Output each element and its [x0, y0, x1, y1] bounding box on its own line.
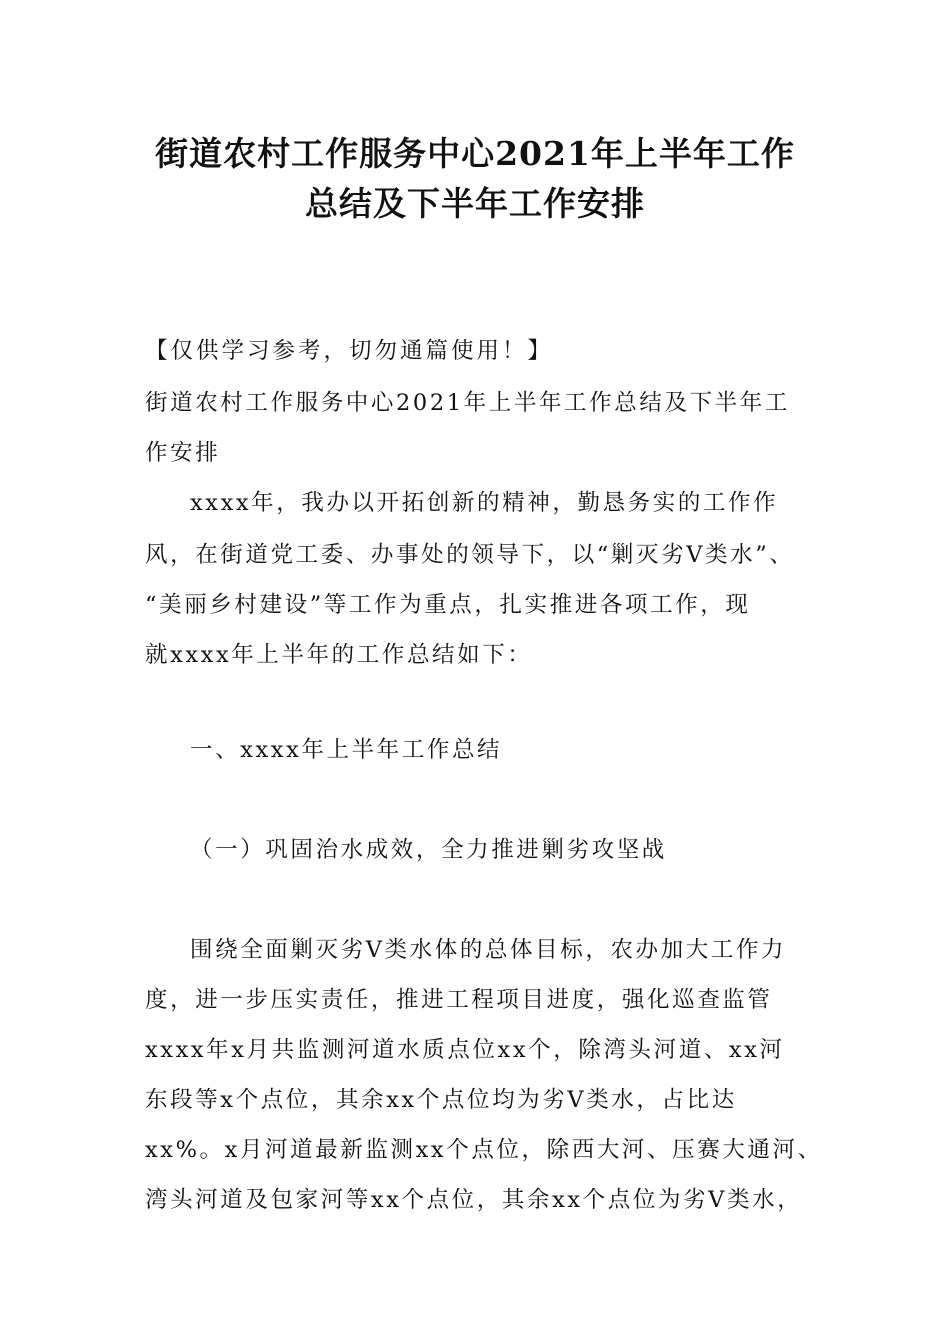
- body-paragraph-line: 东段等x个点位，其余xx个点位均为劣Ⅴ类水，占比达: [145, 1087, 737, 1113]
- body-paragraph-line: 湾头河道及包家河等xx个点位，其余xx个点位为劣Ⅴ类水，: [145, 1187, 803, 1213]
- document-title-line-1: 街道农村工作服务中心2021年上半年工作: [155, 134, 795, 173]
- subtitle-line-2: 作安排: [145, 440, 221, 466]
- subtitle-line-1: 街道农村工作服务中心2021年上半年工作总结及下半年工: [145, 390, 790, 416]
- body-paragraph-line: xxxx年x月共监测河道水质点位xx个，除湾头河道、xx河: [145, 1037, 785, 1063]
- body-paragraph-line: 度，进一步压实责任，推进工程项目进度，强化巡查监管: [145, 987, 773, 1013]
- body-paragraph-line: xx%。x月河道最新监测xx个点位，除西大河、压赛大通河、: [145, 1137, 823, 1163]
- intro-paragraph-line: “美丽乡村建设”等工作为重点，扎实推进各项工作，现: [145, 592, 751, 618]
- usage-notice: 【仅供学习参考，切勿通篇使用！】: [145, 338, 554, 364]
- intro-paragraph-line: 就xxxx年上半年的工作总结如下：: [145, 642, 533, 668]
- intro-paragraph-line: xxxx年，我办以开拓创新的精神，勤恳务实的工作作: [190, 490, 779, 516]
- section-heading: 一、xxxx年上半年工作总结: [190, 737, 503, 763]
- subsection-heading: （一）巩固治水成效，全力推进剿劣攻坚战: [190, 837, 667, 863]
- intro-paragraph-line: 风，在街道党工委、办事处的领导下，以“剿灭劣Ⅴ类水”、: [145, 542, 795, 568]
- document-title-line-2: 总结及下半年工作安排: [305, 184, 645, 223]
- body-paragraph-line: 围绕全面剿灭劣Ⅴ类水体的总体目标，农办加大工作力: [190, 937, 787, 963]
